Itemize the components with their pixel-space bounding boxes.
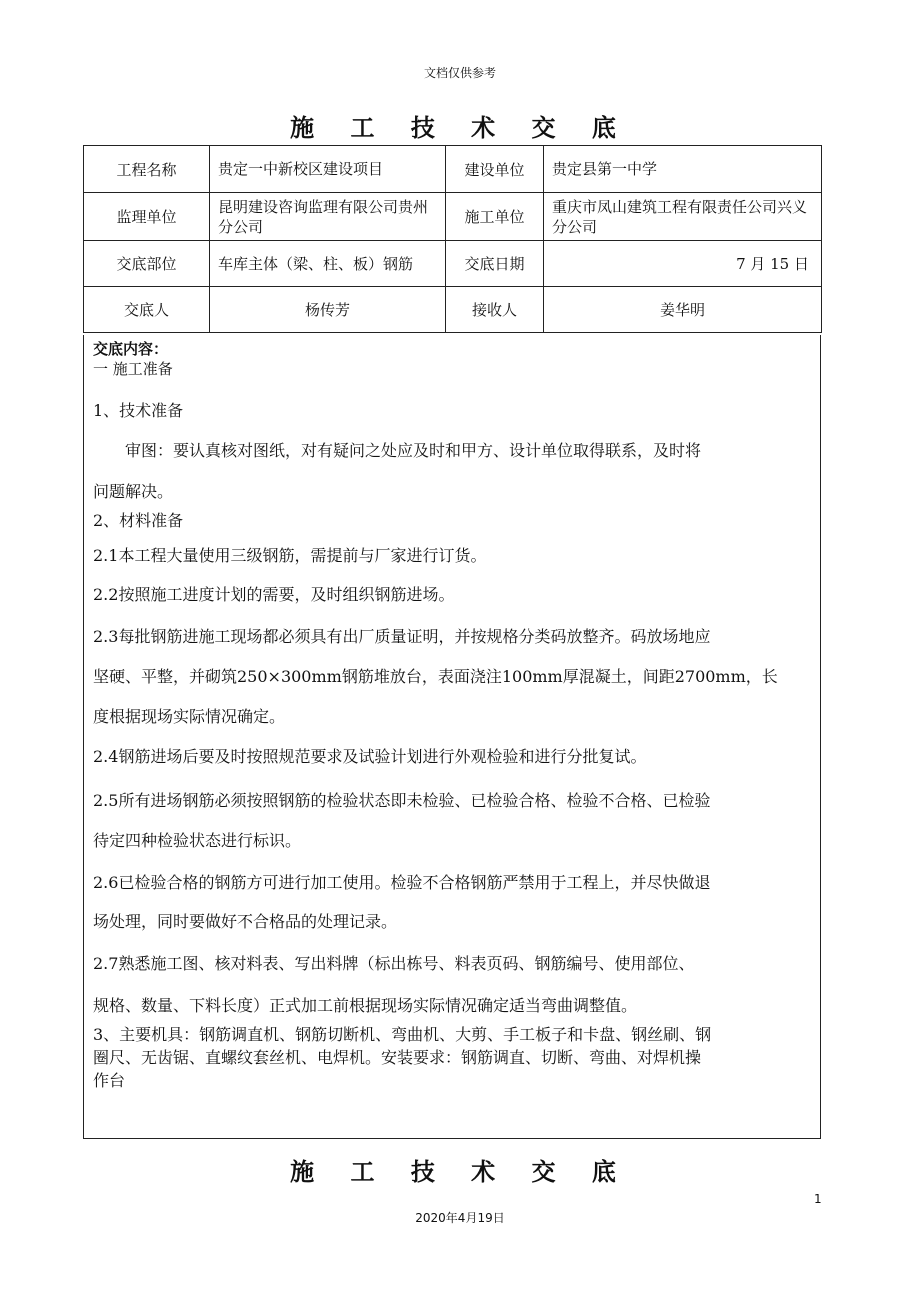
info-table [83,145,822,333]
page-number: 1 [814,1192,822,1206]
contractor-value: 重庆市凤山建筑工程有限责任公司兴义分公司 [544,193,822,241]
item-2-5-line-1: 2.5所有进场钢筋必须按照钢筋的检验状态即未检验、已检验合格、检验不合格、已检验 [93,791,711,810]
item-3-line-3: 作台 [93,1071,126,1090]
owner-value: 贵定县第一中学 [544,146,822,193]
item-3-line-2: 圈尺、无齿锯、直螺纹套丝机、电焊机。安装要求：钢筋调直、切断、弯曲、对焊机操 [93,1048,702,1067]
item-2-4: 2.4钢筋进场后要及时按照规范要求及试验计划进行外观检验和进行分批复试。 [93,747,647,766]
header-note: 文档仅供参考 [423,66,496,80]
item-2-3-line-1: 2.3每批钢筋进施工现场都必须具有出厂质量证明，并按规格分类码放整齐。码放场地应 [93,627,711,646]
page-title-repeat: 施 工 技 术 交 底 [290,1158,630,1186]
item-2-3-line-3: 度根据现场实际情况确定。 [93,707,286,726]
item-2-2: 2.2按照施工进度计划的需要，及时组织钢筋进场。 [93,585,455,604]
date-label: 交底日期 [446,241,544,287]
receiver-label: 接收人 [446,287,544,333]
supervisor-value: 昆明建设咨询监理有限公司贵州分公司 [210,193,446,241]
table-row [84,241,822,287]
part-value: 车库主体（梁、柱、板）钢筋 [210,241,446,287]
review-line-2: 问题解决。 [93,482,174,501]
receiver-value: 姜华明 [544,287,822,333]
section-construction-prep: 一 施工准备 [93,360,173,378]
giver-label: 交底人 [84,287,210,333]
date-value: 7 月 15 日 [544,241,822,287]
item-3-line-1: 3、主要机具：钢筋调直机、钢筋切断机、弯曲机、大剪、手工板子和卡盘、钢丝刷、钢 [93,1025,712,1044]
item-2-1: 2.1本工程大量使用三级钢筋，需提前与厂家进行订货。 [93,546,487,565]
part-label: 交底部位 [84,241,210,287]
footer-date: 2020年4月19日 [415,1211,505,1225]
tech-prep-heading: 1、技术准备 [93,401,184,420]
contractor-label: 施工单位 [446,193,544,241]
supervisor-label: 监理单位 [84,193,210,241]
item-2-7-line-1: 2.7熟悉施工图、核对料表、写出料牌（标出栋号、料表页码、钢筋编号、使用部位、 [93,954,695,973]
table-row [84,193,822,241]
content-heading: 交底内容： [93,340,169,358]
item-2-7-line-2: 规格、数量、下料长度）正式加工前根据现场实际情况确定适当弯曲调整值。 [93,996,638,1015]
project-name-label: 工程名称 [84,146,210,193]
table-row [84,287,822,333]
giver-value: 杨传芳 [210,287,446,333]
material-prep-heading: 2、材料准备 [93,511,184,530]
item-2-5-line-2: 待定四种检验状态进行标识。 [93,831,302,850]
review-line-1: 审图：要认真核对图纸，对有疑问之处应及时和甲方、设计单位取得联系，及时将 [125,441,702,460]
page-title: 施 工 技 术 交 底 [290,114,630,142]
item-2-6-line-1: 2.6已检验合格的钢筋方可进行加工使用。检验不合格钢筋严禁用于工程上，并尽快做退 [93,873,711,892]
item-2-6-line-2: 场处理，同时要做好不合格品的处理记录。 [93,912,398,931]
table-row [84,146,822,193]
item-2-3-line-2: 坚硬、平整，并砌筑250×300mm钢筋堆放台，表面浇注100mm厚混凝土，间距2700mm，长 [93,667,778,686]
content-box [83,335,821,1139]
owner-label: 建设单位 [446,146,544,193]
project-name-value: 贵定一中新校区建设项目 [210,146,446,193]
